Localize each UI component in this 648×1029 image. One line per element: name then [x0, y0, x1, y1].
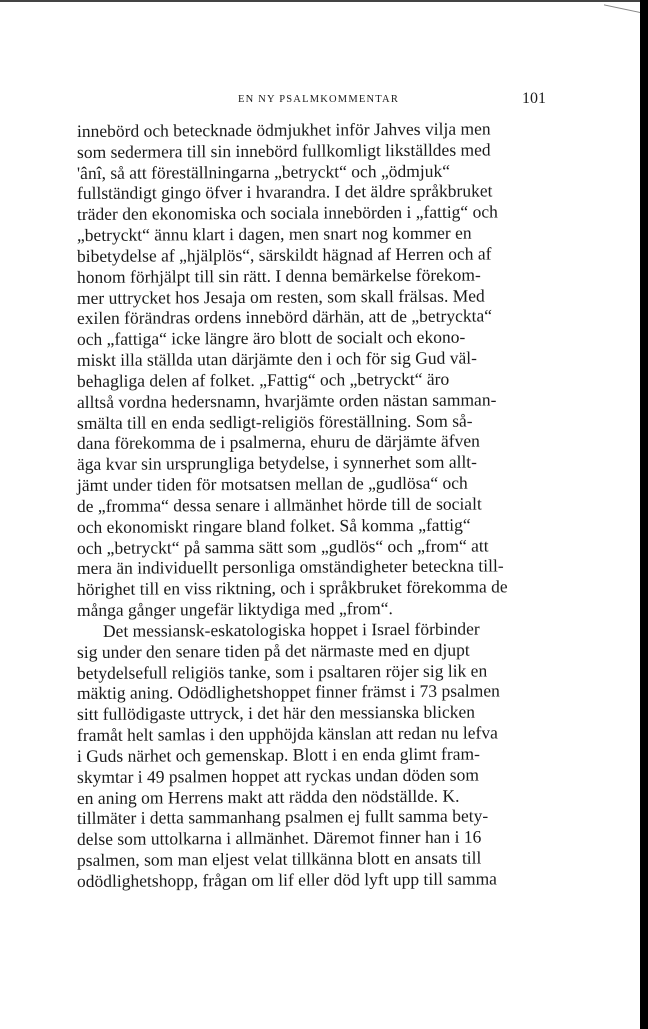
text-line: delse som uttolkarna i allmänhet. Däremot finner han i 16	[76, 826, 482, 850]
text-line: i Guds närhet och gemenskap. Blott i en enda glimt fram-	[76, 743, 480, 766]
scan-right-edge	[640, 0, 648, 1029]
text-line: mäktig aning. Odödlighetshoppet finner främst i 73 psalmen	[76, 680, 500, 704]
text-line: miskt illa ställda utan därjämte den i och för sig Gud väl-	[76, 347, 478, 371]
page-number: 101	[522, 90, 546, 107]
text-line: innebörd och betecknade ödmjukhet inför Jahves vilja men	[76, 118, 491, 141]
text-line: många gånger ungefär liktydiga med „from“.	[76, 598, 393, 621]
text-line: exilen förändras ordens innebörd därhän, att de „betryckta“	[76, 305, 493, 329]
text-line: dana förekomma de i psalmerna, ehuru de därjämte äfven	[76, 430, 480, 454]
text-line: jämt under tiden för motsatsen mellan de „gudlösa“ och	[76, 472, 468, 496]
text-line: behagliga delen af folket. „Fattig“ och „betryckt“ äro	[76, 368, 450, 391]
text-line: honom förhjälpt till sin rätt. I denna bemärkelse förekom-	[76, 264, 481, 287]
text-line: och „fattiga“ icke längre äro blott de socialt och ekono-	[76, 326, 466, 350]
text-line: sitt fullödigaste uttryck, i det här den messianska blicken	[76, 701, 476, 725]
text-line: fullständigt gingo öfver i hvarandra. I det äldre språkbruket	[76, 180, 493, 204]
text-line: träder den ekonomiska och sociala innebörden i „fattig“ och	[76, 201, 498, 225]
text-line: de „fromma“ dessa senare i allmänhet hörde till de socialt	[76, 493, 482, 516]
text-line: Det messiansk-eskatologiska hoppet i Israel förbinder	[102, 618, 480, 641]
text-line: tillmäter i detta sammanhang psalmen ej fullt samma bety-	[76, 805, 489, 829]
text-line: en aning om Herrens makt att rädda den nödställde. K.	[76, 785, 460, 808]
scan-corner-mark	[604, 0, 640, 13]
text-line: alltså vordna hedersnamn, hvarjämte orden nästan samman-	[76, 389, 497, 412]
text-line: mera än individuellt personliga omständigheter beteckna till-	[76, 555, 504, 579]
text-line: 'ânî, så att föreställningarna „betryckt“ och „ödmjuk“	[76, 160, 450, 183]
text-line: och ekonomiskt ringare bland folket. Så komma „fattig“	[76, 514, 471, 537]
text-line: betydelsefull religiös tanke, som i psaltaren röjer sig lik en	[76, 660, 488, 683]
text-line: bibetydelse af „hjälplös“, särskildt hägnad af Herren och af	[76, 243, 492, 266]
text-line: „betryckt“ ännu klart i dagen, men snart nog kommer en	[76, 222, 472, 246]
text-line: smälta till en enda sedligt-religiös föreställning. Som så-	[76, 410, 473, 433]
text-line: sig under den senare tiden på det närmaste med en djupt	[76, 639, 470, 662]
text-line: som sedermera till sin innebörd fullkomligt likställdes med	[76, 139, 491, 162]
text-line: odödlighetshopp, frågan om lif eller död lyft upp till samma	[76, 868, 497, 891]
running-head: EN NY PSALMKOMMENTAR	[238, 94, 400, 105]
body-text	[76, 118, 543, 892]
text-line: och „betryckt“ på samma sätt som „gudlös“ och „from“ att	[76, 535, 489, 558]
text-line: hörighet till en viss riktning, och i språkbruket förekomma de	[76, 576, 508, 600]
page-header	[76, 90, 546, 114]
text-line: framåt helt samlas i den upphöjda känslan att redan nu lefva	[76, 722, 498, 746]
text-line: psalmen, som man eljest velat tillkänna blott en ansats till	[76, 847, 482, 870]
scan-top-edge	[0, 0, 648, 2]
text-line: skymtar i 49 psalmen hoppet att ryckas undan döden som	[76, 764, 479, 787]
text-line: äga kvar sin ursprungliga betydelse, i synnerhet som allt-	[76, 451, 478, 475]
text-line: mer uttrycket hos Jesaja om resten, som skall frälsas. Med	[76, 285, 485, 308]
